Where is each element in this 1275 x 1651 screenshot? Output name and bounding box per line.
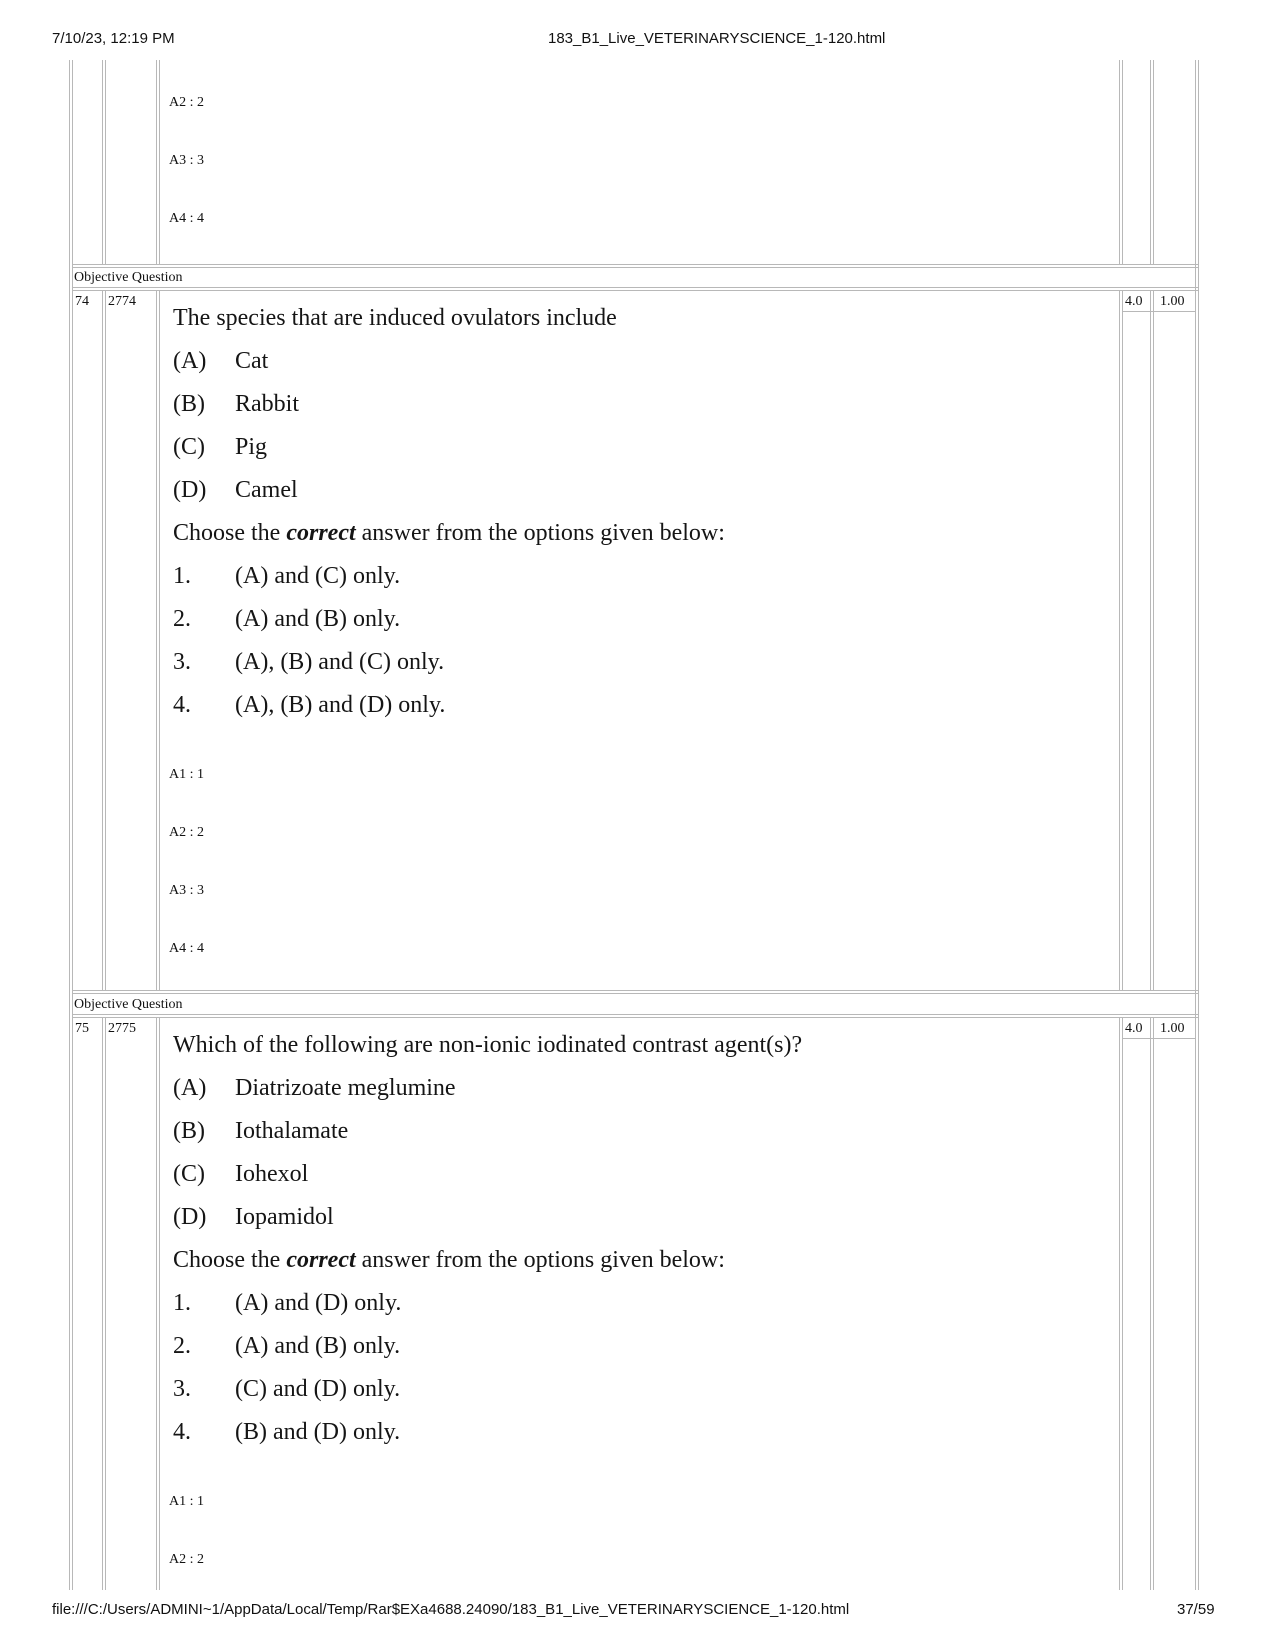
row-border (72, 264, 1198, 265)
option-number: 1. (173, 563, 191, 589)
cell-border (1122, 311, 1153, 312)
instruction-post: answer from the options given below: (355, 1247, 725, 1273)
cell-border (1153, 1038, 1195, 1039)
item-text: Rabbit (235, 391, 299, 417)
cell-border (105, 1017, 106, 1590)
answer-option: A3 : 3 (169, 153, 204, 168)
answer-option: A1 : 1 (169, 1494, 204, 1509)
table-border (1198, 60, 1199, 1590)
cell-border (1122, 60, 1123, 265)
cell-border (156, 1017, 157, 1590)
cell-border (1119, 60, 1120, 265)
option-number: 2. (173, 1333, 191, 1359)
cell-border (159, 290, 160, 990)
question-id: 2775 (108, 1021, 136, 1036)
cell-border (1119, 1017, 1120, 1590)
item-text: Diatrizoate meglumine (235, 1075, 456, 1101)
answer-option: A2 : 2 (169, 1552, 204, 1567)
instruction-emphasis: correct (286, 1247, 356, 1273)
row-border (72, 1014, 1198, 1015)
answer-option: A1 : 1 (169, 767, 204, 782)
cell-border (1153, 60, 1154, 265)
option-text: (A) and (D) only. (235, 1290, 402, 1316)
print-doc-title: 183_B1_Live_VETERINARYSCIENCE_1-120.html (548, 30, 886, 47)
cell-border (1153, 311, 1195, 312)
item-label: (A) (173, 1075, 207, 1101)
negative-marks: 1.00 (1160, 1021, 1185, 1036)
cell-border (102, 1017, 103, 1590)
item-label: (B) (173, 391, 205, 417)
option-text: (A) and (B) only. (235, 606, 401, 632)
item-label: (B) (173, 1118, 205, 1144)
answer-option: A4 : 4 (169, 941, 204, 956)
cell-border (156, 290, 157, 990)
item-text: Iopamidol (235, 1204, 334, 1230)
answer-option: A4 : 4 (169, 211, 204, 226)
marks: 4.0 (1125, 294, 1143, 309)
item-label: (A) (173, 348, 207, 374)
cell-border (105, 60, 106, 265)
question-stem: The species that are induced ovulators include (173, 305, 617, 331)
question-type-label: Objective Question (74, 270, 183, 285)
page-number: 37/59 (1177, 1601, 1215, 1618)
instruction-post: answer from the options given below: (355, 520, 725, 546)
item-text: Cat (235, 348, 269, 374)
instruction-pre: Choose the (173, 520, 287, 546)
option-number: 4. (173, 692, 191, 718)
item-text: Pig (235, 434, 268, 460)
cell-border (1150, 290, 1151, 990)
print-file-path: file:///C:/Users/ADMINI~1/AppData/Local/Temp/Rar$EXa4688.24090/183_B1_Live_VETERINARYSCIENCE_1-120.html (52, 1601, 850, 1618)
option-text: (C) and (D) only. (235, 1376, 401, 1402)
option-number: 2. (173, 606, 191, 632)
option-text: (B) and (D) only. (235, 1419, 401, 1445)
option-number: 4. (173, 1419, 191, 1445)
option-text: (A), (B) and (D) only. (235, 692, 446, 718)
question-type-label: Objective Question (74, 997, 183, 1012)
option-number: 3. (173, 649, 191, 675)
instruction-pre: Choose the (173, 1247, 287, 1273)
option-text: (A) and (B) only. (235, 1333, 401, 1359)
question-id: 2774 (108, 294, 136, 309)
item-label: (D) (173, 477, 207, 503)
cell-border (1119, 290, 1120, 990)
instruction-emphasis: correct (286, 520, 356, 546)
cell-border (159, 1017, 160, 1590)
row-border (72, 287, 1198, 288)
row-border (72, 267, 1198, 268)
cell-border (1122, 1017, 1123, 1590)
option-number: 3. (173, 1376, 191, 1402)
item-text: Iohexol (235, 1161, 309, 1187)
cell-border (102, 60, 103, 265)
answer-option: A3 : 3 (169, 883, 204, 898)
row-border (72, 993, 1198, 994)
marks: 4.0 (1125, 1021, 1143, 1036)
cell-border (1153, 290, 1154, 990)
serial-number: 74 (75, 294, 89, 309)
item-text: Camel (235, 477, 298, 503)
cell-border (156, 60, 157, 265)
negative-marks: 1.00 (1160, 294, 1185, 309)
item-label: (D) (173, 1204, 207, 1230)
cell-border (105, 290, 106, 990)
row-border (72, 990, 1198, 991)
item-label: (C) (173, 1161, 205, 1187)
serial-number: 75 (75, 1021, 89, 1036)
cell-border (102, 290, 103, 990)
instruction (173, 1247, 725, 1274)
row-border (72, 290, 1198, 291)
table-border (69, 60, 70, 1590)
item-text: Iothalamate (235, 1118, 349, 1144)
cell-border (1153, 1017, 1154, 1590)
option-text: (A), (B) and (C) only. (235, 649, 445, 675)
cell-border (1122, 290, 1123, 990)
instruction (173, 520, 725, 547)
cell-border (1150, 60, 1151, 265)
cell-border (159, 60, 160, 265)
row-border (72, 1017, 1198, 1018)
question-stem: Which of the following are non-ionic iodinated contrast agent(s)? (173, 1032, 803, 1058)
option-text: (A) and (C) only. (235, 563, 401, 589)
cell-border (1122, 1038, 1153, 1039)
cell-border (1150, 1017, 1151, 1590)
answer-option: A2 : 2 (169, 95, 204, 110)
print-datetime: 7/10/23, 12:19 PM (52, 30, 175, 47)
item-label: (C) (173, 434, 205, 460)
answer-option: A2 : 2 (169, 825, 204, 840)
option-number: 1. (173, 1290, 191, 1316)
